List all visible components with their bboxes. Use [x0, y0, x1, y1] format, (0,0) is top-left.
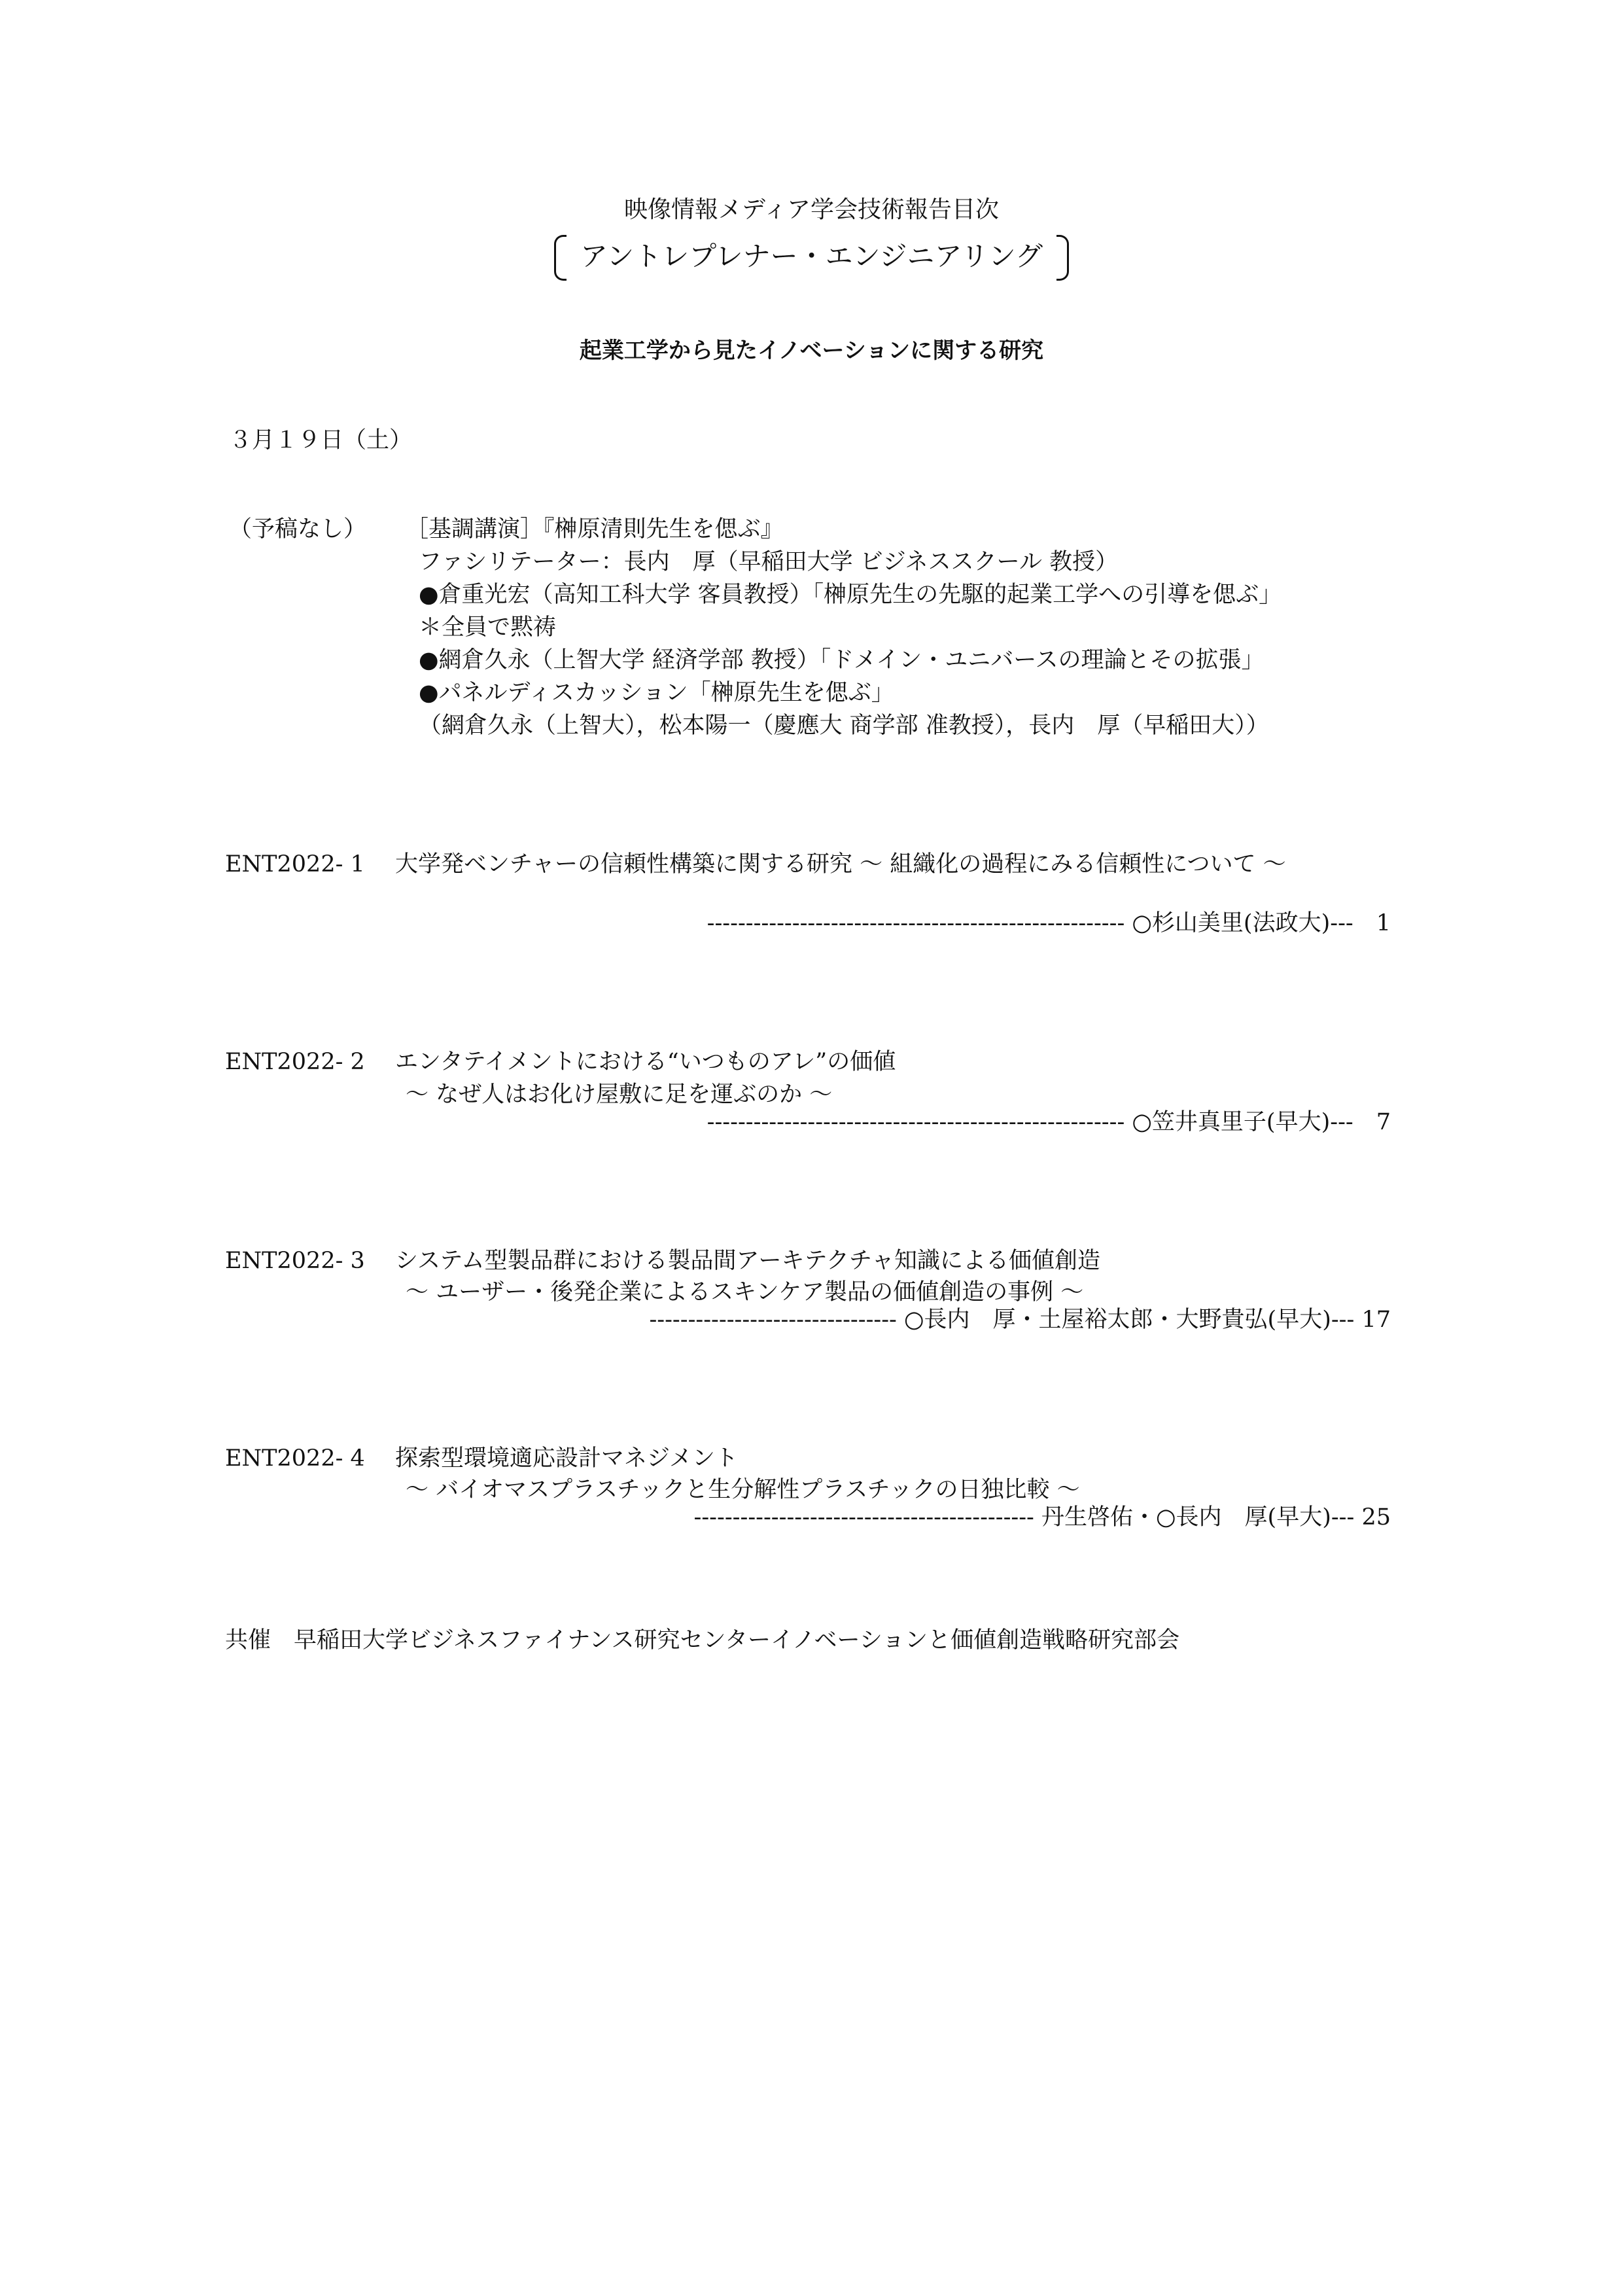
bracket-title: アントレプレナー・エンジニアリング — [580, 240, 1043, 272]
entry-subtitle: ～ なぜ人はお化け屋敷に足を運ぶのか ～ — [406, 1082, 833, 1108]
entry-title: エンタテイメントにおける“いつものアレ”の価値 — [395, 1049, 896, 1075]
keynote-line: ●パネルディスカッション「榊原先生を偲ぶ」 — [419, 680, 894, 706]
keynote-line: ●網倉久永（上智大学 経済学部 教授）「ドメイン・ユニバースの理論とその拡張」 — [419, 647, 1265, 673]
entry-leader: ------------------------------------------------------ ○笠井真里子(早大)--- 7 — [707, 1109, 1391, 1135]
subtitle: 起業工学から見たイノベーションに関する研究 — [579, 338, 1044, 364]
entry-code: ENT2022- 1 — [225, 851, 365, 877]
keynote-title: ［基調講演］『榊原清則先生を偲ぶ』 — [406, 516, 784, 542]
entry-code: ENT2022- 2 — [225, 1049, 365, 1075]
keynote-line: ＊全員で黙祷 — [419, 614, 557, 641]
entry-subtitle: ～ バイオマスプラスチックと生分解性プラスチックの日独比較 ～ — [406, 1477, 1080, 1503]
keynote-line: ●倉重光宏（高知工科大学 客員教授）「榊原先生の先駆的起業工学への引導を偲ぶ」 — [419, 582, 1282, 608]
bracket-title-box — [554, 234, 1069, 279]
bracket-title-wrap — [0, 230, 1623, 283]
entry-title: システム型製品群における製品間アーキテクチャ知識による価値創造 — [395, 1248, 1101, 1274]
keynote-label: （予稿なし） — [229, 516, 367, 542]
keynote-line: ファシリテーター：長内 厚（早稲田大学 ビジネススクール 教授） — [419, 549, 1119, 575]
entry-title: 大学発ベンチャーの信頼性構築に関する研究 ～ 組織化の過程にみる信頼性について ～ — [395, 851, 1286, 877]
left-brace-icon — [554, 235, 567, 281]
entry-title: 探索型環境適応設計マネジメント — [395, 1445, 738, 1472]
cohost: 共催 早稲田大学ビジネスファイナンス研究センターイノベーションと価値創造戦略研究部会 — [225, 1627, 1180, 1653]
entry-code: ENT2022- 3 — [225, 1248, 365, 1274]
header-title: 映像情報メディア学会技術報告目次 — [623, 196, 1000, 223]
right-brace-icon — [1056, 235, 1069, 281]
entry-code: ENT2022- 4 — [225, 1445, 365, 1472]
entry-leader: -------------------------------- ○長内 厚・土屋裕太郎・大野貴弘(早大)--- 17 — [649, 1307, 1391, 1333]
entry-leader: ------------------------------------------------------ ○杉山美里(法政大)--- 1 — [707, 910, 1391, 936]
keynote-line: （網倉久永（上智大），松本陽一（慶應大 商学部 准教授），長内 厚（早稲田大）） — [419, 713, 1269, 739]
entry-leader: -------------------------------------------- 丹生啓佑・○長内 厚(早大)--- 25 — [693, 1504, 1391, 1530]
date: ３月１９日（土） — [229, 427, 413, 453]
entry-subtitle: ～ ユーザー・後発企業によるスキンケア製品の価値創造の事例 ～ — [406, 1279, 1084, 1305]
